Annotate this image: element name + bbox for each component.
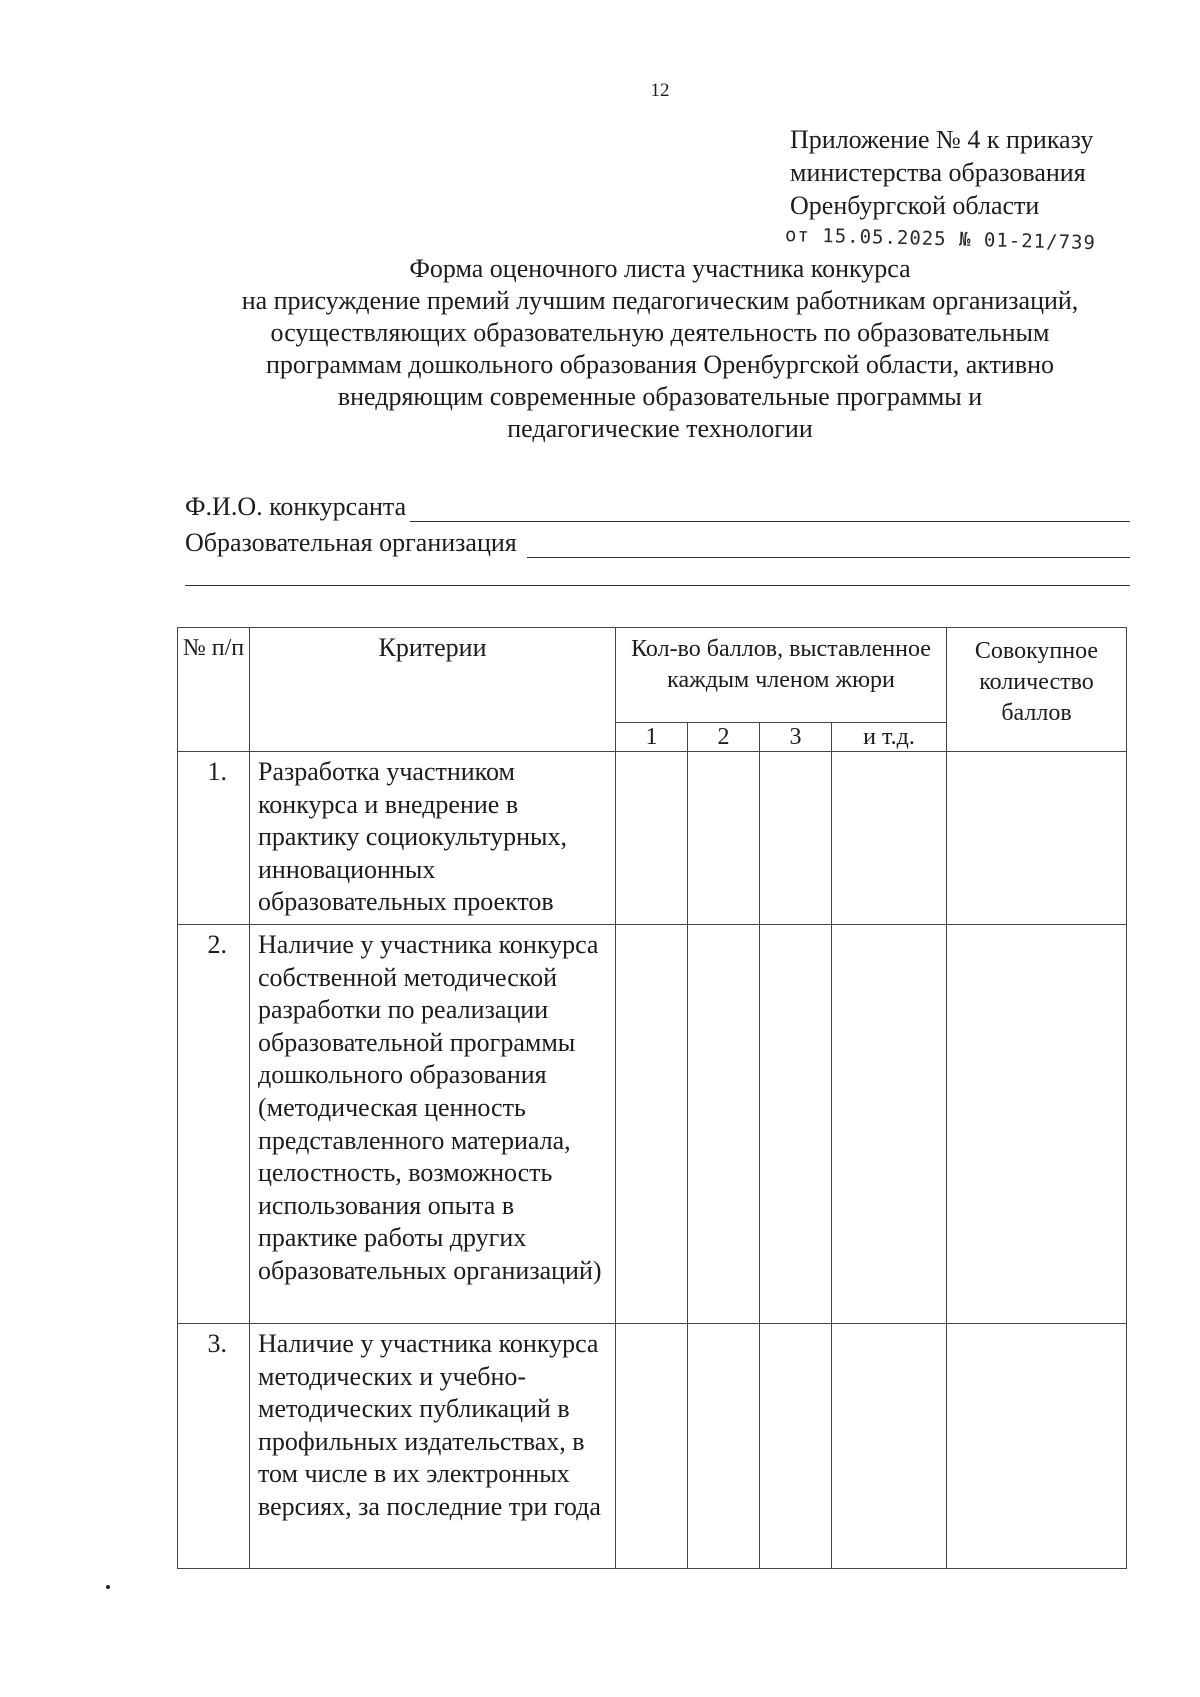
- row-number: 3.: [178, 1324, 250, 1569]
- score-cell[interactable]: [616, 752, 688, 925]
- row-number: 1.: [178, 752, 250, 925]
- appendix-line: Оренбургской области: [790, 191, 1040, 220]
- title-line: педагогические технологии: [507, 414, 813, 443]
- header-number: № п/п: [178, 628, 250, 752]
- score-cell[interactable]: [616, 925, 688, 1324]
- handwritten-order-reference: от 15.05.2025 № 01-21/739: [784, 224, 1097, 255]
- criteria-text: Разработка участником конкурса и внедрение в практику социокультурных, инновационных образовательных проектов: [250, 752, 616, 925]
- score-cell[interactable]: [688, 752, 760, 925]
- row-number: 2.: [178, 925, 250, 1324]
- header-jury-member: и т.д.: [832, 723, 947, 752]
- title-line: программам дошкольного образования Оренбургской области, активно: [265, 350, 1055, 379]
- table-row: [178, 752, 1127, 925]
- organization-label: Образовательная организация: [185, 528, 517, 557]
- organization-field: [185, 522, 1130, 558]
- score-cell[interactable]: [616, 1324, 688, 1569]
- evaluation-table: [177, 627, 1127, 1569]
- score-cell[interactable]: [688, 925, 760, 1324]
- table-row: [178, 925, 1127, 1324]
- document-title: [180, 253, 1140, 445]
- appendix-line: Приложение № 4 к приказу: [790, 125, 1094, 154]
- score-cell[interactable]: [832, 925, 947, 1324]
- header-jury-scores: Кол-во баллов, выставленное каждым членом жюри: [616, 628, 947, 723]
- appendix-line: министерства образования: [790, 158, 1086, 187]
- title-line: на присуждение премий лучшим педагогическим работникам организаций,: [241, 286, 1079, 315]
- score-cell[interactable]: [832, 752, 947, 925]
- title-line: внедряющим современные образовательные программы и: [337, 382, 983, 411]
- table-header-row: [178, 628, 1127, 723]
- score-cell[interactable]: [760, 925, 832, 1324]
- total-cell[interactable]: [947, 925, 1127, 1324]
- total-cell[interactable]: [947, 1324, 1127, 1569]
- scan-artifact-dot: [106, 1585, 110, 1589]
- header-jury-member: 1: [616, 723, 688, 752]
- criteria-text: Наличие у участника конкурса собственной методической разработки по реализации образовательной программы дошкольного образования (методическая ценность представленного материала, целостность, возможность использования опыта в практике работы других образовательных организаций): [250, 925, 616, 1324]
- appendix-header: [790, 123, 1170, 222]
- fio-blank-line[interactable]: [410, 495, 1130, 522]
- header-jury-member: 2: [688, 723, 760, 752]
- header-jury-member: 3: [760, 723, 832, 752]
- title-line: Форма оценочного листа участника конкурса: [409, 254, 911, 283]
- organization-blank-line[interactable]: [527, 531, 1130, 558]
- header-criteria: Критерии: [250, 628, 616, 752]
- fio-label: Ф.И.О. конкурсанта: [185, 492, 407, 521]
- criteria-text: Наличие у участника конкурса методических и учебно-методических публикаций в профильных издательствах, в том числе в их электронных версиях, за последние три года: [250, 1324, 616, 1569]
- fio-field: [185, 486, 1130, 522]
- score-cell[interactable]: [760, 752, 832, 925]
- title-line: осуществляющих образовательную деятельность по образовательным: [270, 318, 1050, 347]
- total-cell[interactable]: [947, 752, 1127, 925]
- page-number: 12: [650, 80, 670, 101]
- header-total-score: Совокупное количество баллов: [947, 628, 1127, 752]
- score-cell[interactable]: [688, 1324, 760, 1569]
- table-row: [178, 1324, 1127, 1569]
- score-cell[interactable]: [760, 1324, 832, 1569]
- score-cell[interactable]: [832, 1324, 947, 1569]
- organization-continuation-line[interactable]: [185, 585, 1130, 586]
